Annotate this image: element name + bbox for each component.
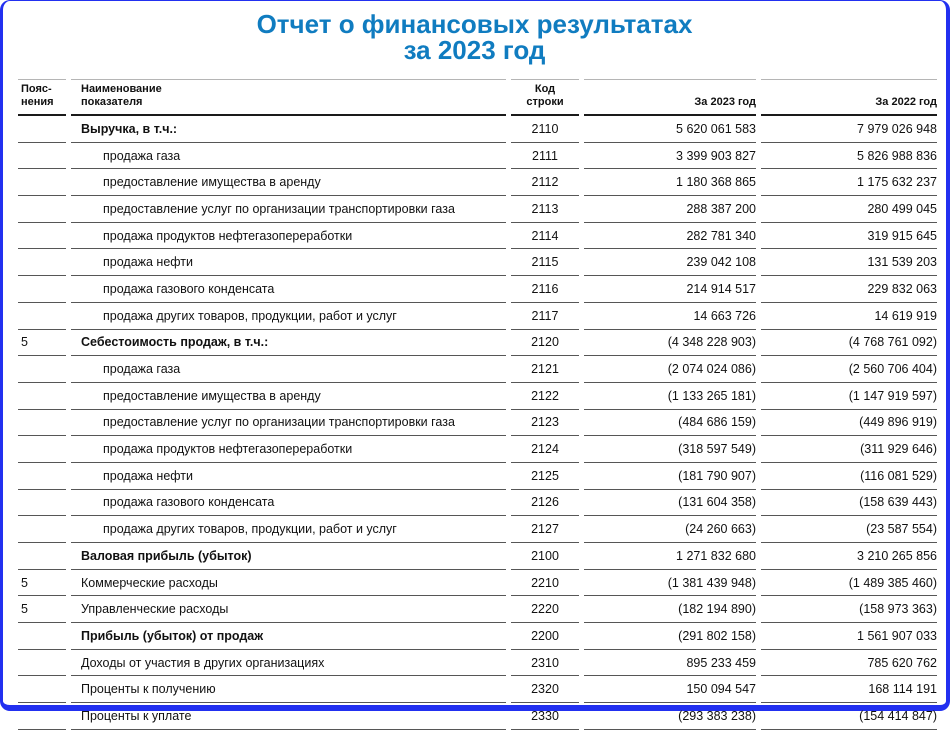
cell-indicator-name: продажа газового конденсата bbox=[71, 276, 506, 303]
cell-indicator-name: предоставление имущества в аренду bbox=[71, 383, 506, 410]
table-row bbox=[18, 356, 937, 383]
cell-indicator-name: продажа нефти bbox=[71, 463, 506, 490]
cell-indicator-name: продажа газового конденсата bbox=[71, 490, 506, 517]
cell-note-number bbox=[18, 516, 66, 543]
table-row bbox=[18, 116, 937, 143]
table-row bbox=[18, 436, 937, 463]
cell-value-2022: (449 896 919) bbox=[761, 410, 937, 437]
table-row bbox=[18, 516, 937, 543]
table-row bbox=[18, 463, 937, 490]
table-row bbox=[18, 276, 937, 303]
cell-value-2022: (311 929 646) bbox=[761, 436, 937, 463]
cell-value-2022: (1 489 385 460) bbox=[761, 570, 937, 597]
table-row bbox=[18, 650, 937, 677]
cell-note-number bbox=[18, 463, 66, 490]
table-body bbox=[18, 116, 937, 730]
cell-value-2023: (293 383 238) bbox=[584, 703, 756, 730]
cell-value-2022: 3 210 265 856 bbox=[761, 543, 937, 570]
cell-line-code: 2120 bbox=[511, 330, 579, 357]
cell-line-code: 2114 bbox=[511, 223, 579, 250]
cell-note-number: 5 bbox=[18, 596, 66, 623]
cell-indicator-name: Прибыль (убыток) от продаж bbox=[71, 623, 506, 650]
cell-note-number bbox=[18, 490, 66, 517]
cell-line-code: 2115 bbox=[511, 249, 579, 276]
cell-value-2023: 239 042 108 bbox=[584, 249, 756, 276]
cell-indicator-name: продажа продуктов нефтегазопереработки bbox=[71, 223, 506, 250]
table-row bbox=[18, 303, 937, 330]
cell-value-2023: (291 802 158) bbox=[584, 623, 756, 650]
cell-note-number: 5 bbox=[18, 330, 66, 357]
cell-value-2023: (1 381 439 948) bbox=[584, 570, 756, 597]
cell-value-2023: (4 348 228 903) bbox=[584, 330, 756, 357]
cell-value-2023: (182 194 890) bbox=[584, 596, 756, 623]
cell-value-2023: 1 271 832 680 bbox=[584, 543, 756, 570]
cell-value-2023: 5 620 061 583 bbox=[584, 116, 756, 143]
cell-indicator-name: продажа других товаров, продукции, работ и услуг bbox=[71, 516, 506, 543]
cell-line-code: 2310 bbox=[511, 650, 579, 677]
cell-indicator-name: продажа нефти bbox=[71, 249, 506, 276]
cell-note-number bbox=[18, 143, 66, 170]
cell-indicator-name: Валовая прибыль (убыток) bbox=[71, 543, 506, 570]
cell-value-2023: 150 094 547 bbox=[584, 676, 756, 703]
cell-note-number bbox=[18, 383, 66, 410]
cell-line-code: 2117 bbox=[511, 303, 579, 330]
cell-line-code: 2320 bbox=[511, 676, 579, 703]
cell-value-2022: (116 081 529) bbox=[761, 463, 937, 490]
cell-note-number: 5 bbox=[18, 570, 66, 597]
cell-value-2022: 280 499 045 bbox=[761, 196, 937, 223]
cell-indicator-name: предоставление услуг по организации транспортировки газа bbox=[71, 196, 506, 223]
cell-note-number bbox=[18, 303, 66, 330]
cell-value-2022: (154 414 847) bbox=[761, 703, 937, 730]
cell-value-2023: (1 133 265 181) bbox=[584, 383, 756, 410]
cell-value-2022: 1 561 907 033 bbox=[761, 623, 937, 650]
cell-value-2023: 14 663 726 bbox=[584, 303, 756, 330]
cell-value-2023: 3 399 903 827 bbox=[584, 143, 756, 170]
cell-note-number bbox=[18, 436, 66, 463]
cell-indicator-name: продажа газа bbox=[71, 143, 506, 170]
cell-value-2022: 168 114 191 bbox=[761, 676, 937, 703]
cell-note-number bbox=[18, 410, 66, 437]
table-row bbox=[18, 676, 937, 703]
table-row bbox=[18, 543, 937, 570]
cell-indicator-name: продажа газа bbox=[71, 356, 506, 383]
column-header-year-2023: За 2023 год bbox=[584, 79, 756, 116]
cell-note-number bbox=[18, 116, 66, 143]
table-row bbox=[18, 570, 937, 597]
cell-value-2022: 1 175 632 237 bbox=[761, 169, 937, 196]
cell-value-2022: (2 560 706 404) bbox=[761, 356, 937, 383]
cell-line-code: 2124 bbox=[511, 436, 579, 463]
cell-note-number bbox=[18, 276, 66, 303]
cell-value-2022: 319 915 645 bbox=[761, 223, 937, 250]
cell-line-code: 2100 bbox=[511, 543, 579, 570]
cell-line-code: 2125 bbox=[511, 463, 579, 490]
cell-line-code: 2122 bbox=[511, 383, 579, 410]
cell-line-code: 2110 bbox=[511, 116, 579, 143]
cell-value-2022: 229 832 063 bbox=[761, 276, 937, 303]
financial-results-table bbox=[13, 79, 942, 730]
cell-value-2022: (158 973 363) bbox=[761, 596, 937, 623]
cell-note-number bbox=[18, 196, 66, 223]
cell-note-number bbox=[18, 169, 66, 196]
cell-value-2023: (2 074 024 086) bbox=[584, 356, 756, 383]
table-row bbox=[18, 623, 937, 650]
cell-value-2022: (23 587 554) bbox=[761, 516, 937, 543]
table-row bbox=[18, 223, 937, 250]
cell-indicator-name: Проценты к получению bbox=[71, 676, 506, 703]
report-title bbox=[3, 11, 946, 63]
table-header bbox=[18, 79, 937, 116]
cell-line-code: 2126 bbox=[511, 490, 579, 517]
table-row bbox=[18, 596, 937, 623]
table-row bbox=[18, 143, 937, 170]
cell-line-code: 2116 bbox=[511, 276, 579, 303]
cell-indicator-name: предоставление имущества в аренду bbox=[71, 169, 506, 196]
cell-note-number bbox=[18, 650, 66, 677]
report-title-line1: Отчет о финансовых результатах bbox=[256, 9, 693, 39]
cell-note-number bbox=[18, 356, 66, 383]
cell-value-2022: 131 539 203 bbox=[761, 249, 937, 276]
cell-indicator-name: предоставление услуг по организации транспортировки газа bbox=[71, 410, 506, 437]
cell-value-2023: (24 260 663) bbox=[584, 516, 756, 543]
table-row bbox=[18, 196, 937, 223]
column-header-notes: Пояс- нения bbox=[18, 79, 66, 116]
cell-value-2022: 5 826 988 836 bbox=[761, 143, 937, 170]
cell-line-code: 2123 bbox=[511, 410, 579, 437]
cell-indicator-name: Себестоимость продаж, в т.ч.: bbox=[71, 330, 506, 357]
cell-indicator-name: Доходы от участия в других организациях bbox=[71, 650, 506, 677]
cell-value-2022: (4 768 761 092) bbox=[761, 330, 937, 357]
cell-note-number bbox=[18, 623, 66, 650]
cell-value-2023: 1 180 368 865 bbox=[584, 169, 756, 196]
cell-line-code: 2111 bbox=[511, 143, 579, 170]
cell-note-number bbox=[18, 223, 66, 250]
cell-value-2023: (318 597 549) bbox=[584, 436, 756, 463]
column-header-year-2022: За 2022 год bbox=[761, 79, 937, 116]
cell-indicator-name: Коммерческие расходы bbox=[71, 570, 506, 597]
cell-indicator-name: Проценты к уплате bbox=[71, 703, 506, 730]
cell-value-2023: (484 686 159) bbox=[584, 410, 756, 437]
cell-value-2023: 288 387 200 bbox=[584, 196, 756, 223]
cell-line-code: 2210 bbox=[511, 570, 579, 597]
cell-indicator-name: Управленческие расходы bbox=[71, 596, 506, 623]
table-row bbox=[18, 383, 937, 410]
table-row bbox=[18, 249, 937, 276]
cell-value-2022: 14 619 919 bbox=[761, 303, 937, 330]
report-title-line2: за 2023 год bbox=[403, 35, 546, 65]
cell-line-code: 2112 bbox=[511, 169, 579, 196]
column-header-indicator-name: Наименование показателя bbox=[71, 79, 506, 116]
cell-value-2023: (131 604 358) bbox=[584, 490, 756, 517]
cell-line-code: 2330 bbox=[511, 703, 579, 730]
cell-value-2022: (158 639 443) bbox=[761, 490, 937, 517]
table-row bbox=[18, 330, 937, 357]
cell-line-code: 2200 bbox=[511, 623, 579, 650]
cell-indicator-name: продажа продуктов нефтегазопереработки bbox=[71, 436, 506, 463]
cell-line-code: 2220 bbox=[511, 596, 579, 623]
table-row bbox=[18, 490, 937, 517]
cell-indicator-name: Выручка, в т.ч.: bbox=[71, 116, 506, 143]
cell-value-2022: 785 620 762 bbox=[761, 650, 937, 677]
cell-value-2023: (181 790 907) bbox=[584, 463, 756, 490]
cell-value-2023: 282 781 340 bbox=[584, 223, 756, 250]
cell-note-number bbox=[18, 249, 66, 276]
cell-line-code: 2113 bbox=[511, 196, 579, 223]
table-row bbox=[18, 410, 937, 437]
cell-note-number bbox=[18, 676, 66, 703]
table-row bbox=[18, 703, 937, 730]
table-row bbox=[18, 169, 937, 196]
cell-value-2022: 7 979 026 948 bbox=[761, 116, 937, 143]
cell-value-2023: 214 914 517 bbox=[584, 276, 756, 303]
cell-note-number bbox=[18, 543, 66, 570]
column-header-line-code: Код строки bbox=[511, 79, 579, 116]
cell-line-code: 2121 bbox=[511, 356, 579, 383]
cell-line-code: 2127 bbox=[511, 516, 579, 543]
cell-value-2022: (1 147 919 597) bbox=[761, 383, 937, 410]
cell-indicator-name: продажа других товаров, продукции, работ и услуг bbox=[71, 303, 506, 330]
cell-note-number bbox=[18, 703, 66, 730]
cell-value-2023: 895 233 459 bbox=[584, 650, 756, 677]
